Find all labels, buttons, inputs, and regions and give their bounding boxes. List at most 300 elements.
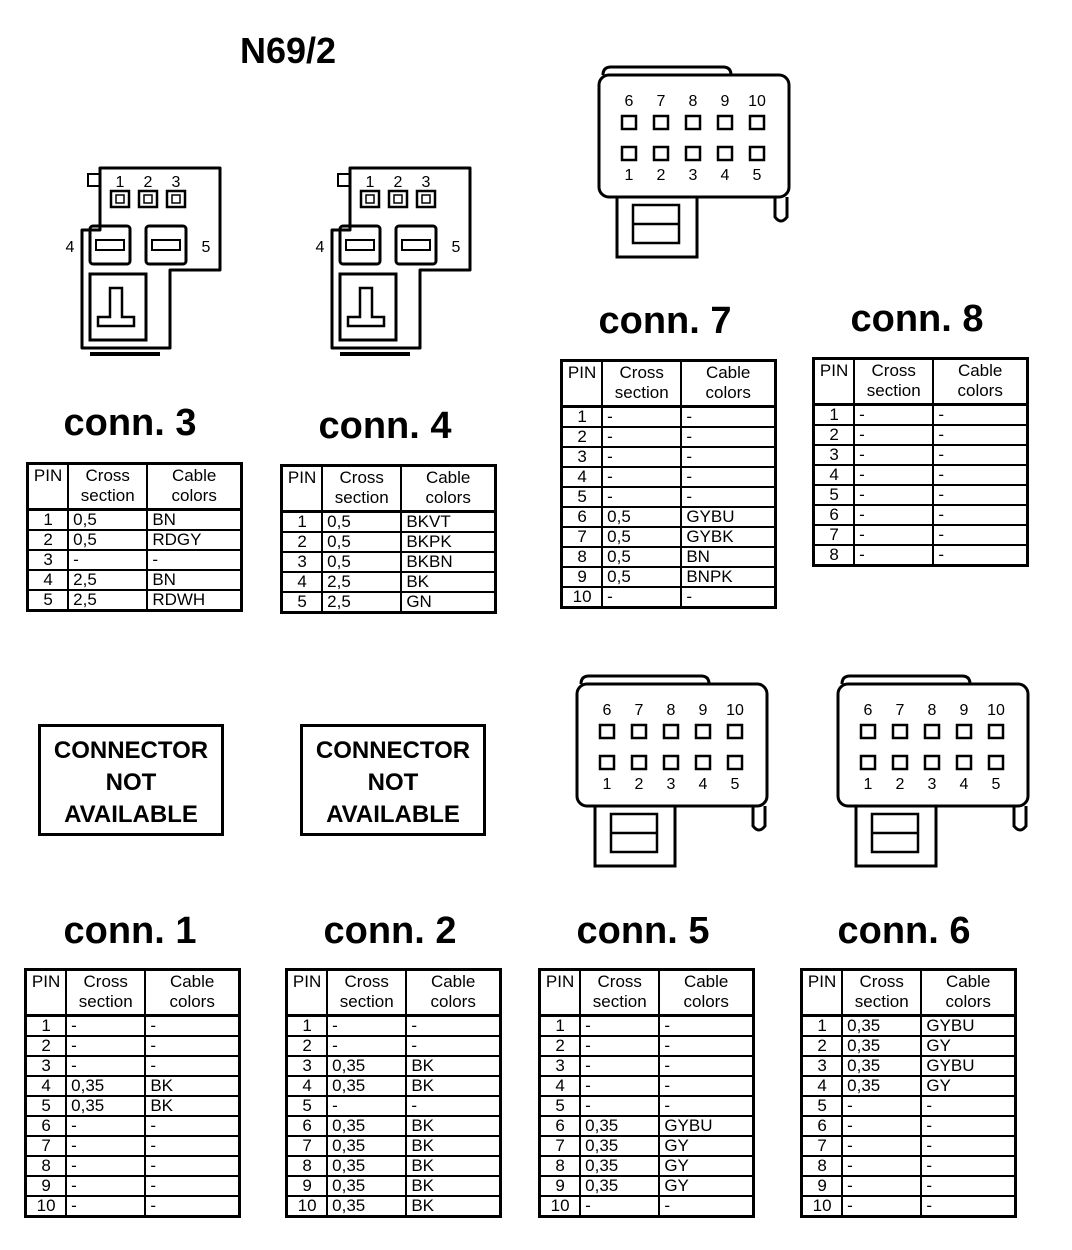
connector-5pin-diagram [310,160,480,360]
connector-10pin-diagram [573,674,773,874]
cable-color-value: - [921,1176,1015,1196]
table-row [26,1156,240,1176]
cross-section-value: - [854,465,933,485]
pin-number: 6 [287,1116,328,1136]
header-cable-colors [401,466,495,512]
pin-number: 8 [814,545,855,566]
cross-section-value: - [580,1076,659,1096]
pin-number: 6 [26,1116,67,1136]
conn1-title: conn. 1 [63,910,197,952]
cross-section-value: - [602,587,681,608]
cross-section-value: - [602,427,681,447]
power-socket-slot [346,240,374,250]
pin-socket [750,147,764,160]
table-row [28,570,242,590]
conn5-title: conn. 5 [576,910,710,952]
pin-number: 3 [540,1056,581,1076]
cable-color-value: GY [659,1176,753,1196]
pin-label: 10 [726,702,744,719]
cable-color-value: - [659,1096,753,1116]
pin-socket [686,116,700,129]
pin-number: 9 [26,1176,67,1196]
conn8-pin-table [812,357,1029,567]
cross-section-value: 2,5 [68,570,147,590]
header-pin [802,970,843,1016]
pin-number: 5 [540,1096,581,1116]
cable-color-value: BK [406,1156,500,1176]
cable-color-value: BNPK [681,567,775,587]
table-row [287,1096,501,1116]
table-row [540,1016,754,1037]
table-row [814,505,1028,525]
pin-label: 4 [698,776,708,793]
table-row [282,512,496,533]
table-row [802,1196,1016,1217]
connector-not-available-box [38,724,224,836]
table-row [28,530,242,550]
table-row [26,1016,240,1037]
pin-socket [728,756,742,769]
cable-color-value: BKVT [401,512,495,533]
header-text: Cross [871,361,916,380]
pin-number: 5 [28,590,69,611]
pin-number: 9 [562,567,603,587]
table-header-row [28,464,242,510]
pin-label: 3 [171,174,181,191]
header-text: PIN [567,363,597,382]
cable-color-value: BN [681,547,775,567]
table-row [287,1076,501,1096]
pin-number: 5 [26,1096,67,1116]
table-header-row [282,466,496,512]
table-row [28,550,242,570]
pin-number: 4 [802,1076,843,1096]
header-text: Cable [169,972,215,991]
connector-5pin-diagram [60,160,230,360]
connector-10pin-diagram [834,674,1034,874]
pin-number: 1 [814,405,855,426]
header-text: colors [430,992,476,1011]
table-row [282,552,496,572]
cable-color-value: - [921,1116,1015,1136]
pin-socket [389,191,407,207]
cross-section-value: 0,35 [327,1176,406,1196]
table-row [814,445,1028,465]
cable-color-value: - [681,587,775,608]
header-text: Cross [859,972,904,991]
table-row [540,1096,754,1116]
table-row [802,1076,1016,1096]
cross-section-value: - [842,1116,921,1136]
conn4-pin-table [280,464,497,614]
header-text: Cross [597,972,642,991]
header-text: Cross [344,972,389,991]
cable-color-value: - [921,1196,1015,1217]
header-pin [282,466,323,512]
table-row [540,1056,754,1076]
cable-color-value: BN [147,510,241,531]
pin-socket-inner [116,195,124,203]
table-row [26,1056,240,1076]
cable-color-value: GY [921,1076,1015,1096]
pin-number: 1 [28,510,69,531]
table-row [26,1116,240,1136]
cross-section-value: 0,35 [580,1116,659,1136]
cross-section-value: - [842,1156,921,1176]
lock-lever [340,274,396,340]
pin-number: 2 [802,1036,843,1056]
header-text: section [78,992,133,1011]
cross-section-value: - [68,550,147,570]
header-cable-colors [921,970,1015,1016]
table-row [287,1016,501,1037]
cable-color-value: - [659,1076,753,1096]
na-line: NOT [367,769,419,796]
pin-label: 3 [927,776,937,793]
pin-socket [728,725,742,738]
pin-number: 1 [287,1016,328,1037]
header-cable-colors [145,970,239,1016]
pin-socket [139,191,157,207]
table-row [802,1036,1016,1056]
cable-color-value: - [681,447,775,467]
cross-section-value: 0,35 [580,1156,659,1176]
cross-section-value: - [580,1016,659,1037]
pin-socket [654,147,668,160]
cable-color-value: BK [406,1176,500,1196]
cable-color-value: - [921,1156,1015,1176]
table-row [802,1096,1016,1116]
page-title: N69/2 [240,30,337,71]
header-text: PIN [31,972,61,991]
pin-label: 5 [451,239,461,256]
pin-number: 10 [287,1196,328,1217]
pin-number: 10 [562,587,603,608]
conn7-pin-table [560,359,777,609]
header-pin [540,970,581,1016]
pin-socket [957,756,971,769]
pin-label: 1 [365,174,375,191]
pin-label: 3 [421,174,431,191]
cross-section-value: 0,5 [602,527,681,547]
pin-socket [111,191,129,207]
pin-number: 7 [814,525,855,545]
pin-number: 5 [802,1096,843,1116]
header-pin [26,970,67,1016]
pin-label: 5 [991,776,1001,793]
pin-number: 10 [802,1196,843,1217]
table-row [540,1196,754,1217]
header-text: Cross [339,468,384,487]
table-row [287,1116,501,1136]
conn6-title: conn. 6 [837,910,971,952]
pin-number: 8 [802,1156,843,1176]
cross-section-value: - [580,1036,659,1056]
cross-section-value: - [66,1036,145,1056]
table-header-row [26,970,240,1016]
pin-socket [861,725,875,738]
pin-number: 4 [540,1076,581,1096]
cross-section-value: 0,35 [327,1076,406,1096]
cable-color-value: BK [401,572,495,592]
table-row [287,1156,501,1176]
header-cable-colors [681,361,775,407]
pin-label: 6 [863,702,873,719]
table-row [562,407,776,428]
cable-color-value: GYBU [659,1116,753,1136]
header-text: colors [683,992,729,1011]
cross-section-value: 0,35 [327,1116,406,1136]
cross-section-value: - [327,1036,406,1056]
table-row [562,447,776,467]
pin-label: 2 [393,174,403,191]
header-text: Cable [945,972,991,991]
pin-number: 3 [26,1056,67,1076]
cable-color-value: - [406,1036,500,1056]
cross-section-value: 0,35 [66,1076,145,1096]
pin-label: 6 [624,93,634,110]
pin-number: 5 [287,1096,328,1116]
header-text: PIN [287,468,317,487]
conn4-title: conn. 4 [318,405,452,447]
table-row [814,545,1028,566]
table-row [287,1036,501,1056]
cable-color-value: BK [406,1116,500,1136]
pin-label: 7 [656,93,666,110]
cross-section-value: 0,5 [602,507,681,527]
cross-section-value: 0,35 [66,1096,145,1116]
cable-color-value: - [145,1036,239,1056]
cable-color-value: BN [147,570,241,590]
cable-color-value: BK [406,1136,500,1156]
header-cross-section [580,970,659,1016]
header-pin [28,464,69,510]
table-row [540,1136,754,1156]
header-text: colors [945,992,991,1011]
lock-lever [90,274,146,340]
table-row [26,1076,240,1096]
conn2-title: conn. 2 [323,910,457,952]
header-text: Cross [85,466,130,485]
pin-number: 8 [287,1156,328,1176]
cross-section-value: - [602,467,681,487]
header-text: Cable [430,972,476,991]
latch-tab [338,174,350,186]
cross-section-value: - [854,445,933,465]
cable-color-value: GY [659,1156,753,1176]
cable-color-value: GYBU [921,1016,1015,1037]
pin-label: 1 [602,776,612,793]
cross-section-value: 0,35 [327,1156,406,1176]
pin-number: 2 [562,427,603,447]
table-row [802,1176,1016,1196]
table-row [562,507,776,527]
pin-number: 5 [282,592,323,613]
pin-number: 3 [282,552,323,572]
cable-color-value: - [406,1096,500,1116]
header-text: colors [169,992,215,1011]
cross-section-value: - [66,1156,145,1176]
cable-color-value: - [145,1176,239,1196]
cable-color-value: - [933,425,1027,445]
pin-socket [664,756,678,769]
cross-section-value: - [327,1016,406,1037]
na-line: CONNECTOR [53,737,209,764]
header-cross-section [842,970,921,1016]
cable-color-value: - [933,505,1027,525]
header-text: section [80,486,135,505]
header-text: section [339,992,394,1011]
table-row [802,1156,1016,1176]
cross-section-value: - [602,487,681,507]
pin-socket [167,191,185,207]
pin-socket [654,116,668,129]
na-line: AVAILABLE [326,801,460,828]
side-clip [753,806,765,830]
pin-socket [893,725,907,738]
header-cable-colors [933,359,1027,405]
lock-lever-key [98,288,134,326]
table-row [814,425,1028,445]
table-row [540,1176,754,1196]
cable-color-value: - [681,467,775,487]
cable-color-value: BK [145,1076,239,1096]
table-row [287,1196,501,1217]
pin-label: 8 [688,93,698,110]
pin-label: 5 [752,167,762,184]
cable-color-value: GY [659,1136,753,1156]
cross-section-value: 0,35 [842,1036,921,1056]
cross-section-value: 0,5 [68,530,147,550]
latch-tab [88,174,100,186]
pin-socket [861,756,875,769]
cable-color-value: RDGY [147,530,241,550]
pin-number: 7 [26,1136,67,1156]
cross-section-value: - [66,1176,145,1196]
header-text: Cable [705,363,751,382]
pin-label: 1 [624,167,634,184]
pin-number: 2 [26,1036,67,1056]
header-text: PIN [33,466,63,485]
pin-number: 6 [562,507,603,527]
pin-number: 2 [28,530,69,550]
pin-socket [622,147,636,160]
table-row [287,1056,501,1076]
pin-socket-inner [144,195,152,203]
table-row [802,1056,1016,1076]
table-row [814,465,1028,485]
power-socket-slot [152,240,180,250]
header-cross-section [602,361,681,407]
pin-label: 5 [201,239,211,256]
cable-color-value: - [147,550,241,570]
table-row [562,547,776,567]
lock-lever-key [348,288,384,326]
table-header-row [814,359,1028,405]
pin-label: 1 [863,776,873,793]
table-row [26,1176,240,1196]
pin-label: 8 [666,702,676,719]
header-text: PIN [819,361,849,380]
table-header-row [802,970,1016,1016]
pin-number: 10 [540,1196,581,1217]
table-row [287,1176,501,1196]
table-row [562,487,776,507]
table-row [26,1036,240,1056]
cross-section-value: 0,35 [842,1076,921,1096]
cable-color-value: - [933,525,1027,545]
pin-socket [718,147,732,160]
cable-color-value: - [406,1016,500,1037]
cable-color-value: BK [145,1096,239,1116]
cross-section-value: - [842,1136,921,1156]
pin-number: 6 [802,1116,843,1136]
table-row [282,572,496,592]
header-cross-section [322,466,401,512]
pin-socket [989,756,1003,769]
pin-label: 9 [720,93,730,110]
header-text: colors [705,383,751,402]
pin-number: 9 [287,1176,328,1196]
conn7-title: conn. 7 [598,300,732,342]
cross-section-value: - [66,1116,145,1136]
header-cable-colors [659,970,753,1016]
table-header-row [562,361,776,407]
pin-number: 4 [26,1076,67,1096]
table-row [282,592,496,613]
pin-label: 4 [65,239,75,256]
cable-color-value: - [933,465,1027,485]
pin-label: 3 [688,167,698,184]
pin-label: 4 [959,776,969,793]
pin-label: 9 [698,702,708,719]
header-cross-section [854,359,933,405]
pin-number: 3 [28,550,69,570]
cross-section-value: 2,5 [68,590,147,611]
pin-number: 5 [814,485,855,505]
conn8-title: conn. 8 [850,298,984,340]
table-row [562,427,776,447]
header-text: PIN [545,972,575,991]
cable-color-value: - [145,1056,239,1076]
table-row [282,532,496,552]
table-row [562,467,776,487]
table-row [540,1036,754,1056]
cable-color-value: GN [401,592,495,613]
pin-number: 4 [287,1076,328,1096]
pin-label: 10 [748,93,766,110]
header-text: section [854,992,909,1011]
pin-socket [622,116,636,129]
connector-10pin-diagram [595,65,795,265]
pin-label: 10 [987,702,1005,719]
pin-socket-inner [422,195,430,203]
header-text: PIN [807,972,837,991]
conn2-pin-table [285,968,502,1218]
cross-section-value: 2,5 [322,572,401,592]
pin-number: 7 [562,527,603,547]
cross-section-value: 0,35 [580,1176,659,1196]
table-row [562,587,776,608]
cable-color-value: BK [406,1196,500,1217]
side-clip [1014,806,1026,830]
header-text: colors [171,486,217,505]
table-row [562,527,776,547]
pin-number: 9 [802,1176,843,1196]
pin-number: 1 [26,1016,67,1037]
header-pin [287,970,328,1016]
pin-socket [632,756,646,769]
